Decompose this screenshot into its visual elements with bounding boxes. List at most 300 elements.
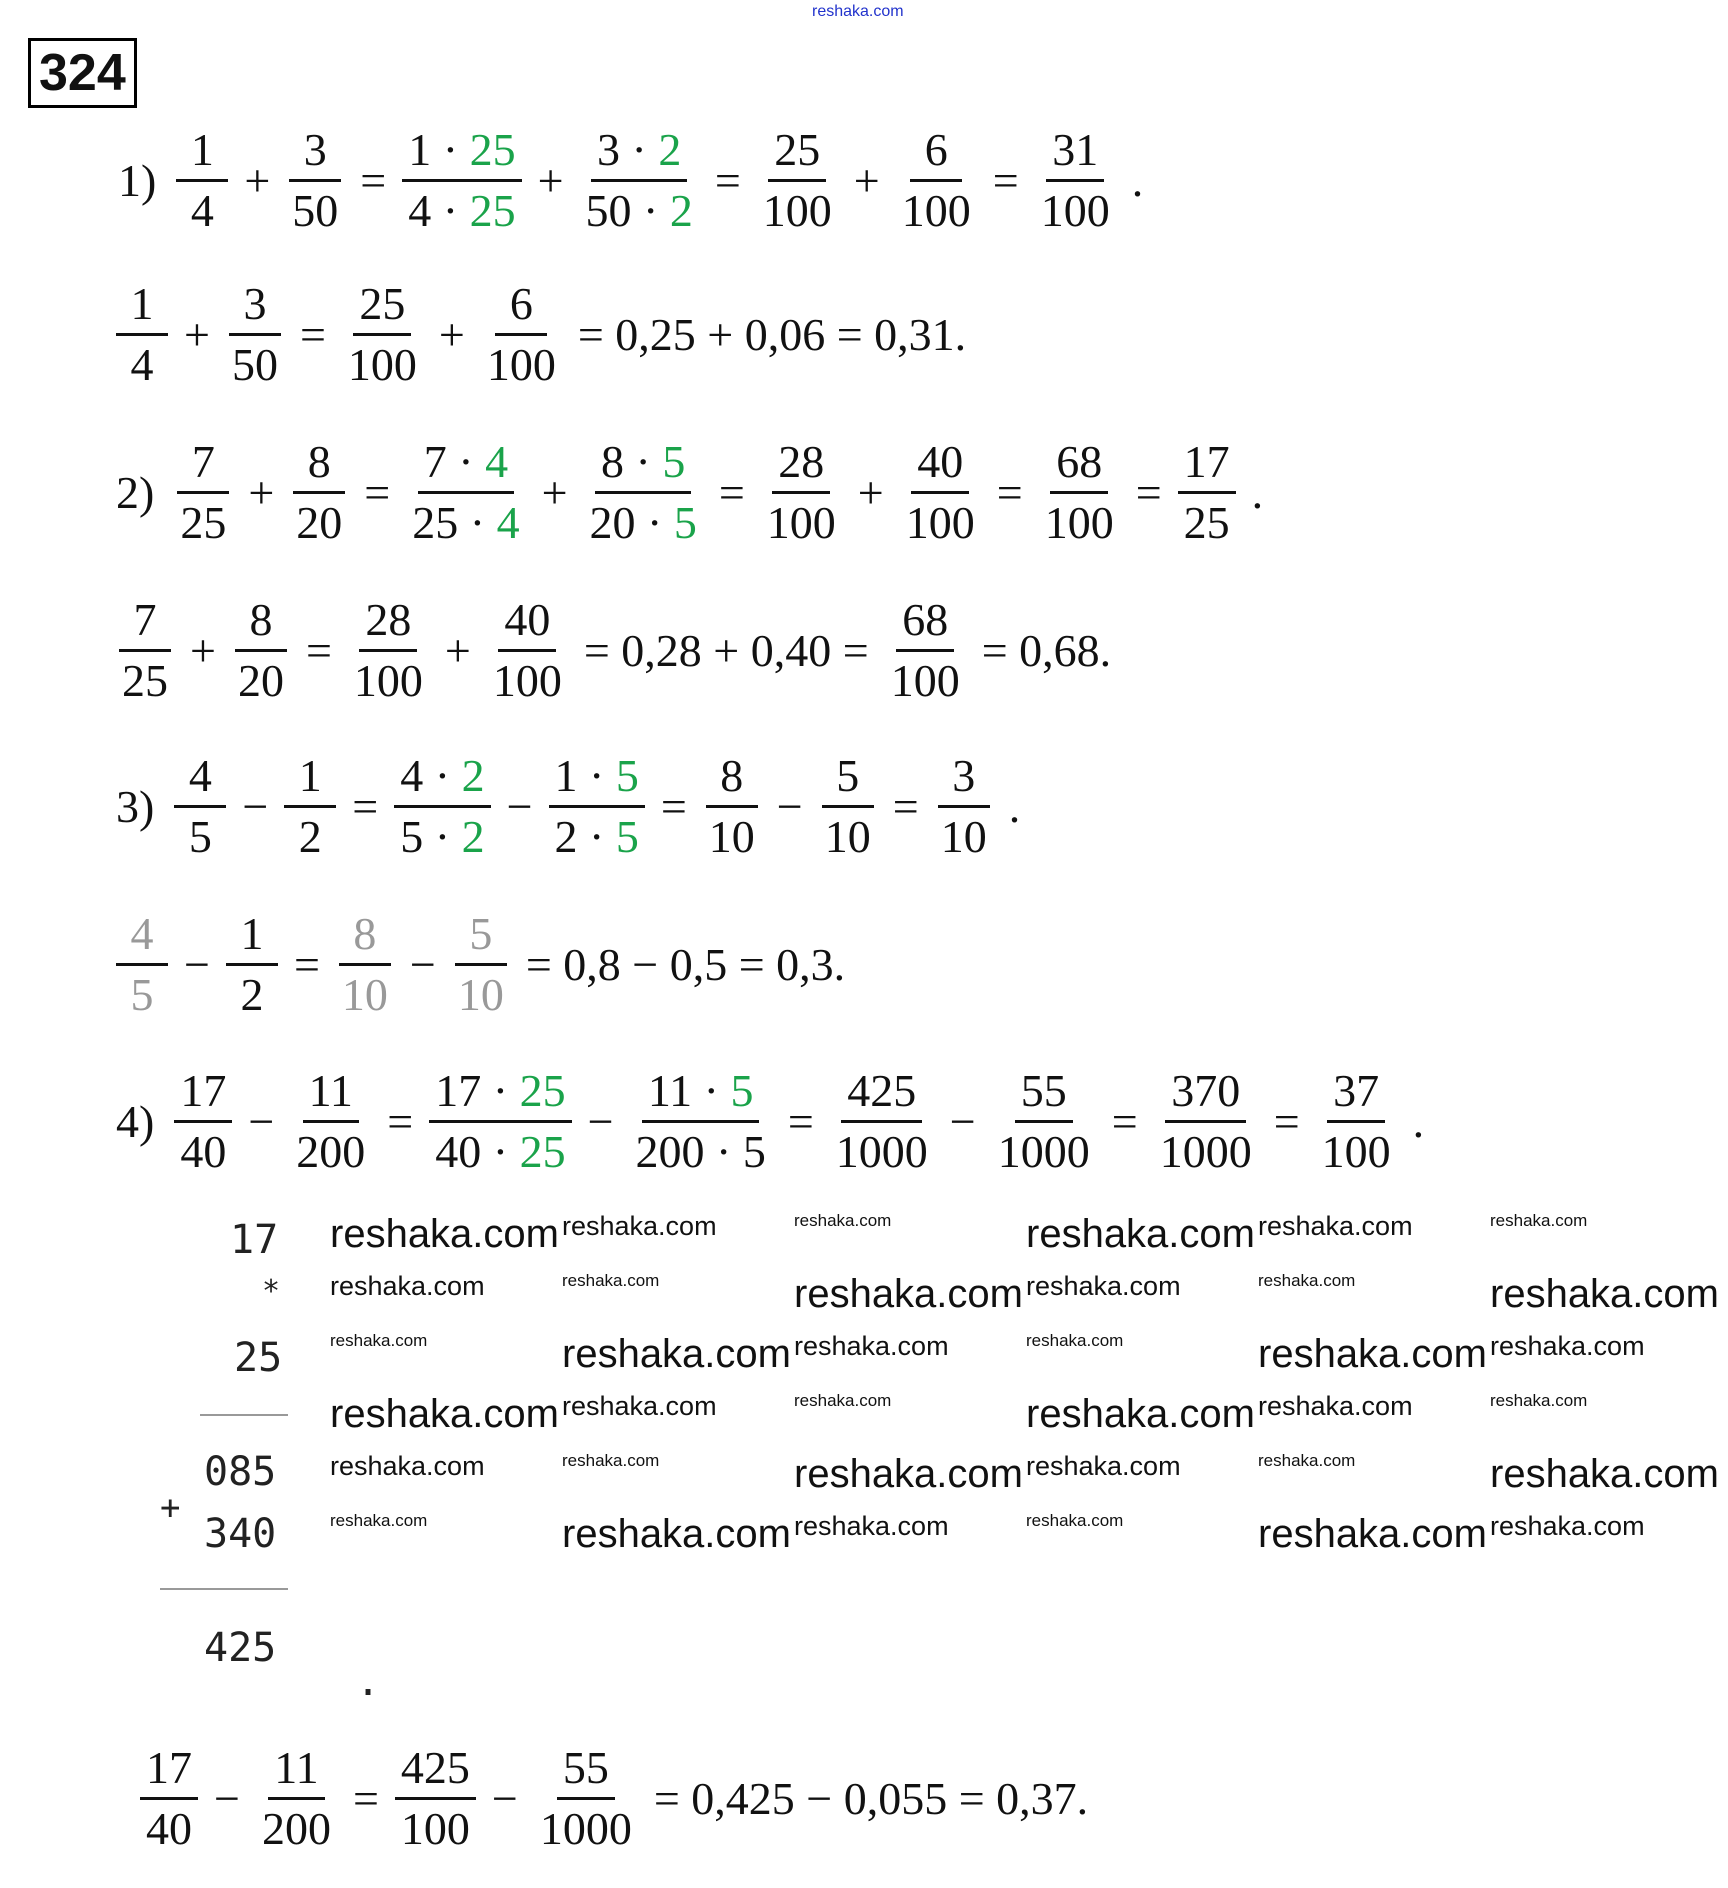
fraction: [226, 908, 278, 1020]
denominator-text: 1000: [539, 1803, 632, 1854]
numerator: [140, 1742, 198, 1800]
numerator: [557, 1742, 615, 1800]
operator: =: [996, 466, 1023, 518]
fraction: [395, 1742, 476, 1854]
operator: +: [184, 308, 210, 360]
denominator-text: 2: [298, 811, 322, 862]
operator: =: [387, 1095, 414, 1147]
watermark: reshaka.com: [562, 1512, 791, 1556]
numerator-text: 11: [308, 1065, 353, 1116]
operator: −: [506, 780, 533, 832]
numerator-factor: 5: [662, 436, 686, 487]
denominator-text: 40 ·: [435, 1126, 520, 1177]
operator: =: [1273, 1095, 1300, 1147]
fraction: [534, 1742, 638, 1854]
fraction: [1316, 1065, 1397, 1177]
fraction: [116, 278, 168, 390]
denominator-text: 100: [901, 185, 971, 236]
denominator: [406, 494, 525, 546]
operator: =: [714, 154, 741, 206]
numerator-text: 31: [1052, 124, 1099, 175]
denominator: [174, 494, 232, 546]
denominator: [183, 808, 218, 860]
operator: = 0,8 − 0,5 = 0,3.: [525, 938, 846, 990]
denominator: [290, 1123, 371, 1175]
numerator-text: 4: [188, 750, 212, 801]
fraction: [174, 1065, 232, 1177]
numerator-text: 1: [130, 278, 154, 329]
numerator: [116, 908, 168, 966]
watermark: reshaka.com: [794, 1452, 1023, 1496]
operator: −: [587, 1095, 614, 1147]
fraction: [1035, 124, 1116, 236]
denominator: [286, 182, 344, 234]
numerator-text: 40: [504, 594, 551, 645]
operator: =: [1135, 466, 1162, 518]
numerator-text: 7: [191, 436, 215, 487]
numerator: [418, 436, 514, 494]
denominator-factor: 25: [469, 185, 516, 236]
numerator-text: 25: [359, 278, 406, 329]
denominator: [630, 1123, 772, 1175]
denominator-factor: 5: [615, 811, 639, 862]
fraction: [284, 750, 336, 862]
item-label: 3): [116, 780, 155, 832]
denominator: [452, 966, 510, 1018]
operator: .: [1412, 1095, 1425, 1147]
denominator-text: 10: [457, 969, 504, 1020]
watermark: reshaka.com: [794, 1272, 1023, 1316]
fraction: [549, 750, 645, 862]
watermark: reshaka.com: [562, 1271, 660, 1290]
numerator-text: 8: [307, 436, 331, 487]
fraction: [256, 1742, 337, 1854]
denominator: [232, 652, 290, 704]
watermark: reshaka.com: [330, 1331, 428, 1350]
denominator-text: 200: [296, 1126, 366, 1177]
watermark: reshaka.com: [562, 1332, 791, 1376]
numerator: [226, 908, 278, 966]
operator: =: [299, 308, 326, 360]
partial-product-2: 340: [204, 1511, 277, 1557]
problem-number: 324: [28, 38, 137, 108]
numerator: [429, 1065, 571, 1123]
watermark: reshaka.com: [1026, 1271, 1181, 1301]
denominator-factor: 2: [461, 811, 485, 862]
item-label: 2): [116, 466, 155, 518]
watermark: reshaka.com: [794, 1331, 949, 1361]
multiplier: 25: [234, 1335, 283, 1381]
denominator-text: 100: [890, 655, 960, 706]
numerator: [293, 436, 345, 494]
numerator: [395, 1742, 476, 1800]
fraction: [935, 750, 993, 862]
numerator-text: 3: [952, 750, 976, 801]
operator: −: [242, 780, 269, 832]
denominator-text: 20 ·: [589, 497, 674, 548]
numerator: [896, 594, 954, 652]
equation-line: [116, 1065, 1425, 1177]
denominator-text: 4 ·: [408, 185, 470, 236]
numerator: [116, 278, 168, 336]
watermark: reshaka.com: [1026, 1331, 1124, 1350]
numerator-text: 370: [1171, 1065, 1241, 1116]
fraction: [406, 436, 525, 548]
denominator: [402, 182, 521, 234]
numerator: [1327, 1065, 1385, 1123]
fraction: [174, 750, 226, 862]
fraction: [896, 124, 977, 236]
numerator-factor: 25: [519, 1065, 566, 1116]
denominator: [761, 494, 842, 546]
denominator-text: 25: [122, 655, 168, 706]
fraction: [992, 1065, 1096, 1177]
numerator: [303, 1065, 359, 1123]
watermark: reshaka.com: [1490, 1272, 1719, 1316]
numerator-factor: 25: [469, 124, 516, 175]
multiply-sign: *: [262, 1274, 281, 1309]
denominator: [394, 808, 490, 860]
denominator: [1178, 494, 1236, 546]
numerator: [841, 1065, 922, 1123]
denominator-text: 25: [1183, 497, 1230, 548]
operator: = 0,28 + 0,40 =: [583, 624, 869, 676]
operator: +: [444, 624, 471, 676]
denominator-text: 50: [292, 185, 339, 236]
numerator-text: 28: [365, 594, 412, 645]
denominator: [487, 652, 568, 704]
watermark: reshaka.com: [1026, 1451, 1181, 1481]
numerator-text: 4 ·: [400, 750, 462, 801]
denominator: [1316, 1123, 1397, 1175]
numerator-text: 17: [146, 1742, 192, 1793]
fraction: [116, 908, 168, 1020]
numerator: [495, 278, 547, 336]
numerator-text: 11 ·: [647, 1065, 731, 1116]
watermark: reshaka.com: [794, 1511, 949, 1541]
operator: +: [248, 466, 275, 518]
denominator: [185, 182, 220, 234]
denominator-text: 40: [146, 1803, 192, 1854]
watermark: reshaka.com: [1490, 1211, 1588, 1230]
operator: −: [491, 1772, 518, 1824]
watermark: reshaka.com: [330, 1451, 485, 1481]
numerator-text: 1 ·: [554, 750, 616, 801]
denominator: [757, 182, 838, 234]
denominator: [584, 494, 703, 546]
fraction: [394, 750, 490, 862]
denominator: [429, 1123, 571, 1175]
fraction: [761, 436, 842, 548]
operator: .: [1131, 154, 1144, 206]
denominator-text: 5: [188, 811, 212, 862]
numerator-text: 7: [133, 594, 157, 645]
operator: =: [787, 1095, 814, 1147]
watermark: reshaka.com: [1026, 1511, 1124, 1530]
denominator-text: 1000: [835, 1126, 928, 1177]
equation-line: [118, 124, 1144, 236]
numerator: [176, 124, 228, 182]
watermark: reshaka.com: [1026, 1392, 1255, 1436]
denominator-text: 100: [1321, 1126, 1391, 1177]
numerator-text: 4: [130, 908, 154, 959]
numerator-text: 3: [243, 278, 267, 329]
fraction: [487, 594, 568, 706]
numerator-text: 11: [274, 1742, 319, 1793]
site-watermark-top: reshaka.com: [812, 3, 904, 20]
watermark: reshaka.com: [1490, 1511, 1645, 1541]
watermark: reshaka.com: [1490, 1391, 1588, 1410]
denominator: [342, 336, 423, 388]
denominator-text: 10: [341, 969, 388, 1020]
denominator-text: 20: [237, 655, 284, 706]
denominator-text: 4: [190, 185, 214, 236]
operator: =: [305, 624, 332, 676]
fraction: [140, 1742, 198, 1854]
denominator-text: 100: [762, 185, 832, 236]
item-label: 4): [116, 1095, 155, 1147]
numerator: [768, 124, 826, 182]
watermark: reshaka.com: [1258, 1211, 1413, 1241]
operator: =: [892, 780, 919, 832]
denominator: [234, 966, 269, 1018]
numerator: [174, 1065, 232, 1123]
numerator-text: 7 ·: [423, 436, 486, 487]
equation-line: [116, 750, 1021, 862]
numerator-factor: 4: [485, 436, 509, 487]
numerator-text: 68: [902, 594, 949, 645]
numerator: [359, 594, 417, 652]
numerator: [235, 594, 287, 652]
numerator-text: 5: [836, 750, 860, 801]
watermark: reshaka.com: [562, 1391, 717, 1421]
numerator-text: 6: [509, 278, 533, 329]
denominator-text: 100: [400, 1803, 470, 1854]
numerator-text: 1 ·: [408, 124, 470, 175]
denominator-text: 200: [261, 1803, 331, 1854]
numerator: [353, 278, 411, 336]
watermark: reshaka.com: [330, 1511, 428, 1530]
product: 425: [204, 1625, 277, 1671]
fraction: [481, 278, 562, 390]
denominator: [703, 808, 761, 860]
operator: =: [660, 780, 687, 832]
operator: =: [293, 938, 320, 990]
denominator-text: 100: [347, 339, 417, 390]
fraction: [757, 124, 838, 236]
fraction: [1039, 436, 1120, 548]
numerator: [1015, 1065, 1073, 1123]
denominator-text: 100: [353, 655, 423, 706]
numerator-text: 3 ·: [597, 124, 659, 175]
numerator-text: 17: [1183, 436, 1230, 487]
fraction: [290, 436, 348, 548]
numerator: [339, 908, 391, 966]
denominator-text: 25 ·: [412, 497, 497, 548]
operator: =: [718, 466, 745, 518]
operator: −: [214, 1772, 240, 1824]
numerator-text: 8: [720, 750, 744, 801]
numerator: [549, 750, 645, 808]
operator: = 0,25 + 0,06 = 0,31.: [577, 308, 967, 360]
denominator-text: 100: [492, 655, 562, 706]
fraction: [830, 1065, 934, 1177]
watermark: reshaka.com: [330, 1271, 485, 1301]
denominator: [140, 1800, 198, 1852]
numerator-text: 5: [469, 908, 493, 959]
denominator: [819, 808, 877, 860]
denominator: [481, 336, 562, 388]
denominator-text: 1000: [997, 1126, 1090, 1177]
operator: −: [776, 780, 803, 832]
denominator-text: 20: [296, 497, 343, 548]
operator: −: [184, 938, 210, 990]
denominator: [900, 494, 981, 546]
denominator-text: 50: [231, 339, 278, 390]
operator: = 0,68.: [981, 624, 1112, 676]
denominator: [1039, 494, 1120, 546]
numerator: [498, 594, 556, 652]
numerator: [1050, 436, 1108, 494]
denominator-text: 10: [940, 811, 987, 862]
fraction: [176, 124, 228, 236]
multiplicand: 17: [230, 1217, 279, 1263]
numerator: [229, 278, 281, 336]
numerator-text: 6: [924, 124, 948, 175]
denominator-text: 100: [1044, 497, 1114, 548]
numerator: [591, 124, 687, 182]
denominator-text: 100: [905, 497, 975, 548]
operator: +: [438, 308, 465, 360]
divider: [160, 1588, 288, 1590]
fraction: [885, 594, 966, 706]
numerator-factor: 5: [615, 750, 639, 801]
fraction: [580, 124, 699, 236]
numerator: [706, 750, 758, 808]
fraction: [1154, 1065, 1258, 1177]
fraction: [290, 1065, 371, 1177]
denominator: [992, 1123, 1096, 1175]
equation-line: [116, 278, 967, 390]
denominator: [580, 182, 699, 234]
operator: .: [1008, 780, 1021, 832]
denominator-factor: 2: [669, 185, 693, 236]
denominator: [885, 652, 966, 704]
fraction: [630, 1065, 772, 1177]
operator: .: [1251, 466, 1264, 518]
operator: = 0,425 − 0,055 = 0,37.: [653, 1772, 1089, 1824]
denominator-text: 4: [130, 339, 154, 390]
fraction: [429, 1065, 571, 1177]
denominator-factor: 4: [496, 497, 520, 548]
denominator: [290, 494, 348, 546]
denominator: [174, 1123, 232, 1175]
numerator-text: 8 ·: [601, 436, 663, 487]
denominator: [226, 336, 284, 388]
denominator: [935, 808, 993, 860]
operator: +: [853, 154, 880, 206]
numerator-text: 40: [917, 436, 964, 487]
numerator-text: 1: [298, 750, 322, 801]
fraction: [402, 124, 521, 236]
numerator: [910, 124, 962, 182]
numerator: [394, 750, 490, 808]
numerator-text: 3: [303, 124, 327, 175]
denominator: [256, 1800, 337, 1852]
fraction: [452, 908, 510, 1020]
numerator-text: 1: [240, 908, 264, 959]
denominator: [896, 182, 977, 234]
watermark: reshaka.com: [794, 1391, 892, 1410]
fraction: [1178, 436, 1236, 548]
numerator: [595, 436, 691, 494]
numerator: [1165, 1065, 1246, 1123]
operator: =: [992, 154, 1019, 206]
denominator: [534, 1800, 638, 1852]
divider: [200, 1414, 288, 1416]
denominator-text: 100: [766, 497, 836, 548]
fraction: [342, 278, 423, 390]
denominator-text: 10: [708, 811, 755, 862]
operator: +: [537, 154, 564, 206]
watermark: reshaka.com: [1490, 1452, 1719, 1496]
numerator: [911, 436, 969, 494]
watermark: reshaka.com: [562, 1211, 717, 1241]
fraction: [174, 436, 232, 548]
operator: −: [949, 1095, 976, 1147]
numerator-text: 55: [1020, 1065, 1067, 1116]
operator: =: [352, 1772, 379, 1824]
operator: +: [857, 466, 884, 518]
watermark: reshaka.com: [1026, 1212, 1255, 1256]
watermark: reshaka.com: [1258, 1512, 1487, 1556]
partial-product-1: 085: [204, 1449, 277, 1495]
denominator: [1035, 182, 1116, 234]
numerator: [1046, 124, 1104, 182]
numerator: [455, 908, 507, 966]
denominator-text: 1000: [1159, 1126, 1252, 1177]
fraction: [703, 750, 761, 862]
numerator: [1178, 436, 1236, 494]
watermark: reshaka.com: [562, 1451, 660, 1470]
fraction: [232, 594, 290, 706]
numerator: [642, 1065, 760, 1123]
operator: =: [364, 466, 391, 518]
operator: −: [409, 938, 436, 990]
denominator: [125, 336, 160, 388]
equation-line: [140, 1742, 1089, 1854]
denominator-text: 200 · 5: [635, 1126, 766, 1177]
denominator-text: 2: [240, 969, 264, 1020]
operator: +: [244, 154, 271, 206]
denominator-text: 5: [130, 969, 154, 1020]
watermark: reshaka.com: [330, 1392, 559, 1436]
numerator-factor: 5: [730, 1065, 754, 1116]
numerator: [177, 436, 229, 494]
numerator: [938, 750, 990, 808]
denominator: [549, 808, 645, 860]
numerator-text: 37: [1333, 1065, 1380, 1116]
dot: .: [356, 1659, 381, 1705]
fraction: [226, 278, 284, 390]
operator: −: [248, 1095, 275, 1147]
numerator: [284, 750, 336, 808]
denominator-text: 2 ·: [554, 811, 616, 862]
numerator-text: 17: [180, 1065, 227, 1116]
plus-sign: +: [160, 1488, 181, 1528]
watermark: reshaka.com: [1258, 1271, 1356, 1290]
equation-line: [116, 436, 1264, 548]
